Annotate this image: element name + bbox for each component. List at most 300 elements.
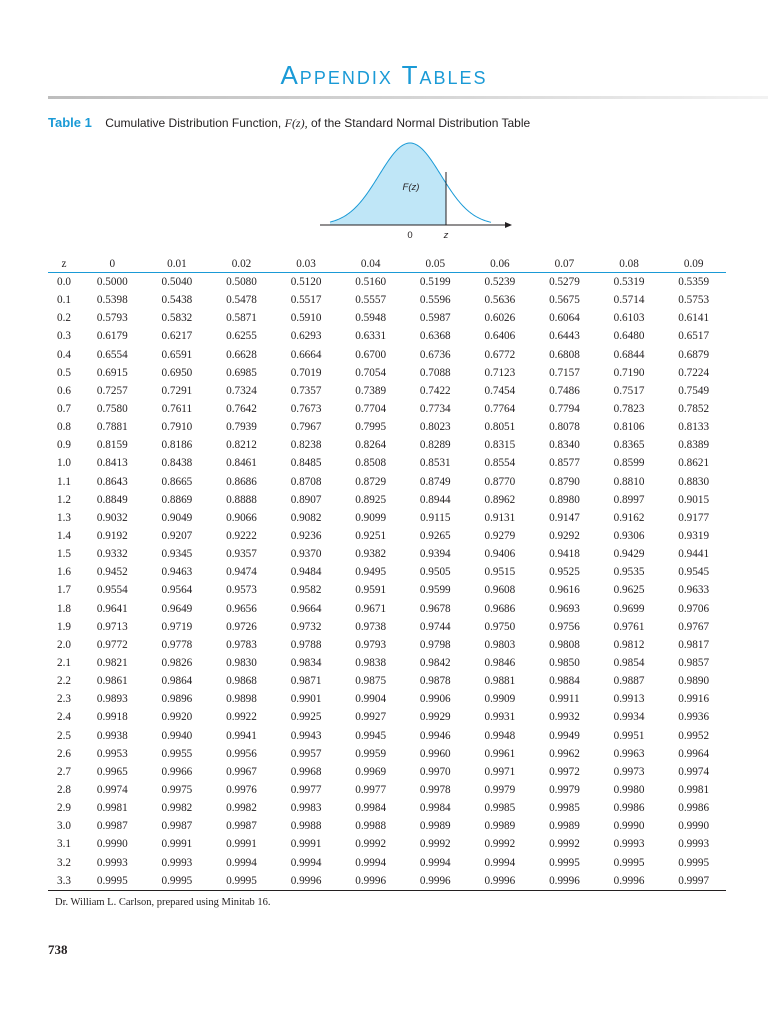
probability-cell: 0.9868 [226,675,257,688]
probability-cell: 0.9978 [419,784,451,796]
axis-arrowhead [505,222,512,228]
table-row [48,563,726,581]
probability-cell: 0.7486 [549,384,580,397]
probability-cell: 0.8888 [226,493,257,506]
probability-cell: 0.9357 [226,548,257,561]
probability-cell: 0.9656 [226,602,257,615]
probability-cell: 0.9996 [532,872,597,891]
probability-cell: 0.9980 [613,784,645,796]
probability-cell: 0.6915 [96,366,128,379]
probability-cell: 0.6591 [161,348,193,361]
probability-cell: 0.9994 [484,856,516,869]
probability-cell: 0.9382 [355,548,387,561]
probability-cell: 0.9996 [597,872,662,891]
probability-cell: 0.9671 [355,602,387,615]
probability-cell: 0.9803 [484,638,516,651]
probability-cell: 0.6103 [613,312,645,325]
z-value-cell: 0.1 [57,294,71,307]
probability-cell: 0.8438 [161,457,193,470]
probability-cell: 0.9971 [484,765,516,778]
probability-cell: 0.9989 [549,820,580,833]
probability-cell: 0.9992 [355,838,387,851]
header-z: z [48,256,80,273]
probability-cell: 0.9279 [484,530,516,543]
probability-cell: 0.9582 [290,584,322,597]
z-value-cell: 2.4 [57,711,71,724]
probability-cell: 0.5438 [161,294,193,307]
table-row [48,364,726,382]
probability-cell: 0.8869 [161,493,193,506]
probability-cell: 0.9957 [290,747,322,760]
probability-cell: 0.8770 [484,475,516,488]
probability-cell: 0.9988 [290,820,322,833]
table-row [48,636,726,654]
z-value-cell: 3.2 [57,856,71,869]
z-value-cell: 2.8 [57,784,71,796]
probability-cell: 0.9916 [678,693,710,706]
probability-cell: 0.9082 [290,511,322,524]
probability-cell: 0.9641 [96,602,128,615]
probability-cell: 0.5948 [355,312,387,325]
probability-cell: 0.9976 [226,784,257,796]
table-row [48,527,726,545]
z-value-cell: 2.2 [57,675,71,688]
probability-cell: 0.9932 [549,711,580,724]
probability-cell: 0.7673 [290,403,322,416]
cdf-table [48,256,726,891]
probability-cell: 0.9066 [226,511,257,524]
probability-cell: 0.9750 [484,620,516,633]
probability-cell: 0.9984 [419,802,451,815]
probability-cell: 0.8212 [226,439,257,452]
probability-cell: 0.9991 [161,838,193,851]
probability-cell: 0.9616 [549,584,580,597]
z-value-cell: 0.6 [57,384,71,397]
probability-cell: 0.9292 [549,530,580,543]
probability-cell: 0.8849 [96,493,128,506]
probability-cell: 0.9991 [226,838,257,851]
probability-cell: 0.7549 [678,384,710,397]
probability-cell: 0.9834 [290,657,322,670]
table-row [48,727,726,745]
z-value-cell: 0.5 [57,366,71,379]
probability-cell: 0.9946 [419,729,451,742]
probability-cell: 0.6517 [678,330,710,343]
probability-cell: 0.7704 [355,403,387,416]
probability-cell: 0.8365 [613,439,645,452]
table-row [48,600,726,618]
probability-cell: 0.8810 [613,475,645,488]
probability-cell: 0.6700 [355,348,387,361]
table-row [48,672,726,690]
probability-cell: 0.9545 [678,566,710,579]
header-col: 0.09 [661,256,726,273]
probability-cell: 0.9884 [549,675,580,688]
probability-cell: 0.9975 [161,784,193,796]
probability-cell: 0.7019 [290,366,322,379]
probability-cell: 0.8729 [355,475,387,488]
probability-cell: 0.9987 [161,820,193,833]
probability-cell: 0.9236 [290,530,322,543]
table-row [48,491,726,509]
probability-cell: 0.6879 [678,348,710,361]
probability-cell: 0.9959 [355,747,387,760]
zero-label: 0 [407,230,413,241]
probability-cell: 0.8907 [290,493,322,506]
table-row [48,509,726,527]
probability-cell: 0.6664 [290,348,322,361]
probability-cell: 0.7611 [161,403,193,416]
probability-cell: 0.7389 [355,384,387,397]
table-row [48,799,726,817]
probability-cell: 0.9719 [161,620,193,633]
probability-cell: 0.8023 [419,421,451,434]
probability-cell: 0.9952 [678,729,710,742]
table-row [48,273,726,292]
probability-cell: 0.5160 [355,276,387,289]
probability-cell: 0.9147 [549,511,580,524]
probability-cell: 0.9981 [678,784,710,796]
probability-cell: 0.9345 [161,548,193,561]
probability-cell: 0.6064 [549,312,580,325]
probability-cell: 0.8106 [613,421,645,434]
probability-cell: 0.7291 [161,384,193,397]
probability-cell: 0.9965 [96,765,128,778]
probability-cell: 0.9985 [484,802,516,815]
probability-cell: 0.8577 [549,457,580,470]
table-label: Table 1 [48,115,92,130]
probability-cell: 0.7123 [484,366,516,379]
probability-cell: 0.7642 [226,403,257,416]
probability-cell: 0.9495 [355,566,387,579]
probability-cell: 0.9989 [419,820,451,833]
shaded-area [330,143,446,225]
probability-cell: 0.9992 [419,838,451,851]
probability-cell: 0.9406 [484,548,516,561]
probability-cell: 0.9922 [226,711,257,724]
probability-cell: 0.9850 [549,657,580,670]
probability-cell: 0.9993 [613,838,645,851]
probability-cell: 0.9993 [678,838,710,851]
page-number: 738 [48,942,68,957]
probability-cell: 0.9788 [290,638,322,651]
probability-cell: 0.7995 [355,421,387,434]
probability-cell: 0.8413 [96,457,128,470]
header-col: 0.05 [403,256,468,273]
probability-cell: 0.9993 [161,856,193,869]
table-row [48,781,726,799]
probability-cell: 0.7881 [96,421,128,434]
table-body [48,273,726,891]
probability-cell: 0.9979 [484,784,516,796]
z-value-cell: 0.3 [57,330,71,343]
probability-cell: 0.9830 [226,657,257,670]
fz-label: F(z) [402,182,420,193]
probability-cell: 0.9251 [355,530,387,543]
probability-cell: 0.8315 [484,439,516,452]
probability-cell: 0.6554 [96,348,128,361]
probability-cell: 0.6628 [226,348,257,361]
header-col: 0.01 [145,256,210,273]
probability-cell: 0.9936 [678,711,710,724]
probability-cell: 0.9973 [613,765,645,778]
probability-cell: 0.9918 [96,711,128,724]
table-row [48,763,726,781]
probability-cell: 0.8643 [96,475,128,488]
probability-cell: 0.9826 [161,657,193,670]
probability-cell: 0.6331 [355,330,387,343]
probability-cell: 0.9948 [484,729,516,742]
probability-cell: 0.9988 [355,820,387,833]
probability-cell: 0.9974 [678,765,710,778]
probability-cell: 0.9738 [355,620,387,633]
probability-cell: 0.9798 [419,638,451,651]
probability-cell: 0.5239 [484,276,516,289]
z-value-cell: 1.4 [57,530,71,543]
probability-cell: 0.9966 [161,765,193,778]
probability-cell: 0.9332 [96,548,128,561]
z-value-cell: 2.6 [57,747,71,760]
probability-cell: 0.5987 [419,312,451,325]
probability-cell: 0.9861 [96,675,128,688]
probability-cell: 0.5910 [290,312,322,325]
probability-cell: 0.6443 [549,330,580,343]
probability-cell: 0.9995 [145,872,210,891]
probability-cell: 0.7357 [290,384,322,397]
probability-cell: 0.9929 [419,711,451,724]
probability-cell: 0.9898 [226,693,257,706]
probability-cell: 0.9949 [549,729,580,742]
probability-cell: 0.9808 [549,638,580,651]
table-row [48,872,726,891]
header-col: 0.08 [597,256,662,273]
probability-cell: 0.9484 [290,566,322,579]
probability-cell: 0.5753 [678,294,710,307]
probability-cell: 0.5279 [549,276,580,289]
table-row [48,854,726,872]
probability-cell: 0.6368 [419,330,451,343]
probability-cell: 0.9913 [613,693,645,706]
probability-cell: 0.9192 [96,530,128,543]
probability-cell: 0.9633 [678,584,710,597]
probability-cell: 0.5793 [96,312,128,325]
z-value-cell: 0.8 [57,421,71,434]
probability-cell: 0.6293 [290,330,322,343]
probability-cell: 0.9995 [678,856,710,869]
probability-cell: 0.9854 [613,657,645,670]
probability-cell: 0.9686 [484,602,516,615]
probability-cell: 0.9649 [161,602,193,615]
probability-cell: 0.9678 [419,602,451,615]
probability-cell: 0.9990 [678,820,710,833]
probability-cell: 0.9989 [484,820,516,833]
probability-cell: 0.6179 [96,330,128,343]
probability-cell: 0.8264 [355,439,387,452]
probability-cell: 0.9535 [613,566,645,579]
probability-cell: 0.5040 [161,276,193,289]
header-col: 0.02 [209,256,274,273]
probability-cell: 0.9573 [226,584,257,597]
probability-cell: 0.9890 [678,675,710,688]
table-row [48,382,726,400]
probability-cell: 0.9986 [678,802,710,815]
probability-cell: 0.9967 [226,765,257,778]
probability-cell: 0.9441 [678,548,710,561]
table-row [48,327,726,345]
probability-cell: 0.7257 [96,384,128,397]
probability-cell: 0.9893 [96,693,128,706]
z-value-cell: 0.2 [57,312,71,325]
probability-cell: 0.9901 [290,693,322,706]
z-value-cell: 2.1 [57,657,71,670]
probability-cell: 0.8186 [161,439,193,452]
probability-cell: 0.9744 [419,620,451,633]
probability-cell: 0.9996 [468,872,533,891]
z-value-cell: 1.0 [57,457,71,470]
probability-cell: 0.9394 [419,548,451,561]
z-value-cell: 1.5 [57,548,71,561]
probability-cell: 0.6772 [484,348,516,361]
probability-cell: 0.9756 [549,620,580,633]
probability-cell: 0.7823 [613,403,645,416]
probability-cell: 0.9767 [678,620,710,633]
probability-cell: 0.8621 [678,457,710,470]
probability-cell: 0.9981 [96,802,128,815]
header-col: 0 [80,256,145,273]
probability-cell: 0.7454 [484,384,516,397]
probability-cell: 0.9871 [290,675,322,688]
probability-cell: 0.5636 [484,294,516,307]
probability-cell: 0.9920 [161,711,193,724]
probability-cell: 0.7580 [96,403,128,416]
probability-cell: 0.9990 [96,838,128,851]
table-row [48,473,726,491]
probability-cell: 0.9032 [96,511,128,524]
probability-cell: 0.5199 [419,276,451,289]
probability-cell: 0.8289 [419,439,451,452]
probability-cell: 0.8997 [613,493,645,506]
probability-cell: 0.8051 [484,421,516,434]
probability-cell: 0.9994 [290,856,322,869]
probability-cell: 0.5120 [290,276,322,289]
z-value-cell: 0.0 [57,276,71,289]
table-row [48,708,726,726]
probability-cell: 0.8238 [290,439,322,452]
probability-cell: 0.7967 [290,421,322,434]
probability-cell: 0.9984 [355,802,387,815]
table-row [48,835,726,853]
probability-cell: 0.9842 [419,657,451,670]
probability-cell: 0.9564 [161,584,193,597]
probability-cell: 0.9995 [209,872,274,891]
probability-cell: 0.8531 [419,457,451,470]
probability-cell: 0.9925 [290,711,322,724]
probability-cell: 0.7157 [549,366,580,379]
probability-cell: 0.9131 [484,511,516,524]
probability-cell: 0.9429 [613,548,645,561]
probability-cell: 0.9931 [484,711,516,724]
probability-cell: 0.9162 [613,511,645,524]
probability-cell: 0.7734 [419,403,451,416]
probability-cell: 0.9995 [549,856,580,869]
probability-cell: 0.8078 [549,421,580,434]
table-row [48,654,726,672]
probability-cell: 0.9793 [355,638,387,651]
table-row [48,745,726,763]
probability-cell: 0.9319 [678,530,710,543]
probability-cell: 0.5398 [96,294,128,307]
probability-cell: 0.9968 [290,765,322,778]
probability-cell: 0.9972 [549,765,580,778]
probability-cell: 0.9943 [290,729,322,742]
probability-cell: 0.7324 [226,384,257,397]
z-value-cell: 1.2 [57,493,71,506]
probability-cell: 0.7852 [678,403,710,416]
probability-cell: 0.9693 [549,602,580,615]
probability-cell: 0.9934 [613,711,645,724]
probability-cell: 0.9995 [613,856,645,869]
caption-text-post: of the Standard Normal Distribution Table [307,116,531,130]
probability-cell: 0.8944 [419,493,451,506]
probability-cell: 0.9945 [355,729,387,742]
table-row [48,545,726,563]
probability-cell: 0.9591 [355,584,387,597]
probability-cell: 0.6808 [549,348,580,361]
z-value-cell: 2.3 [57,693,71,706]
probability-cell: 0.9963 [613,747,645,760]
probability-cell: 0.5832 [161,312,193,325]
probability-cell: 0.7224 [678,366,710,379]
probability-cell: 0.9974 [96,784,128,796]
probability-cell: 0.8461 [226,457,257,470]
page-title: Appendix Tables [280,60,488,90]
probability-cell: 0.9463 [161,566,193,579]
probability-cell: 0.9881 [484,675,516,688]
probability-cell: 0.9996 [274,872,339,891]
probability-cell: 0.9990 [613,820,645,833]
probability-cell: 0.9969 [355,765,387,778]
probability-cell: 0.9951 [613,729,645,742]
table-row [48,581,726,599]
probability-cell: 0.7422 [419,384,451,397]
probability-cell: 0.9953 [96,747,128,760]
probability-cell: 0.8554 [484,457,516,470]
header-col: 0.07 [532,256,597,273]
table-row [48,418,726,436]
table-row [48,309,726,327]
probability-cell: 0.9821 [96,657,128,670]
header-col: 0.03 [274,256,339,273]
probability-cell: 0.8708 [290,475,322,488]
z-value-cell: 2.7 [57,765,71,778]
probability-cell: 0.5319 [613,276,645,289]
probability-cell: 0.9964 [678,747,710,760]
probability-cell: 0.8599 [613,457,645,470]
probability-cell: 0.9207 [161,530,193,543]
probability-cell: 0.6480 [613,330,645,343]
z-value-cell: 1.6 [57,566,71,579]
probability-cell: 0.9994 [355,856,387,869]
table-row [48,346,726,364]
z-value-cell: 2.9 [57,802,71,815]
probability-cell: 0.9977 [290,784,322,796]
probability-cell: 0.8665 [161,475,193,488]
probability-cell: 0.9761 [613,620,645,633]
probability-cell: 0.9608 [484,584,516,597]
probability-cell: 0.9960 [419,747,451,760]
probability-cell: 0.9987 [96,820,128,833]
probability-cell: 0.8340 [549,439,580,452]
